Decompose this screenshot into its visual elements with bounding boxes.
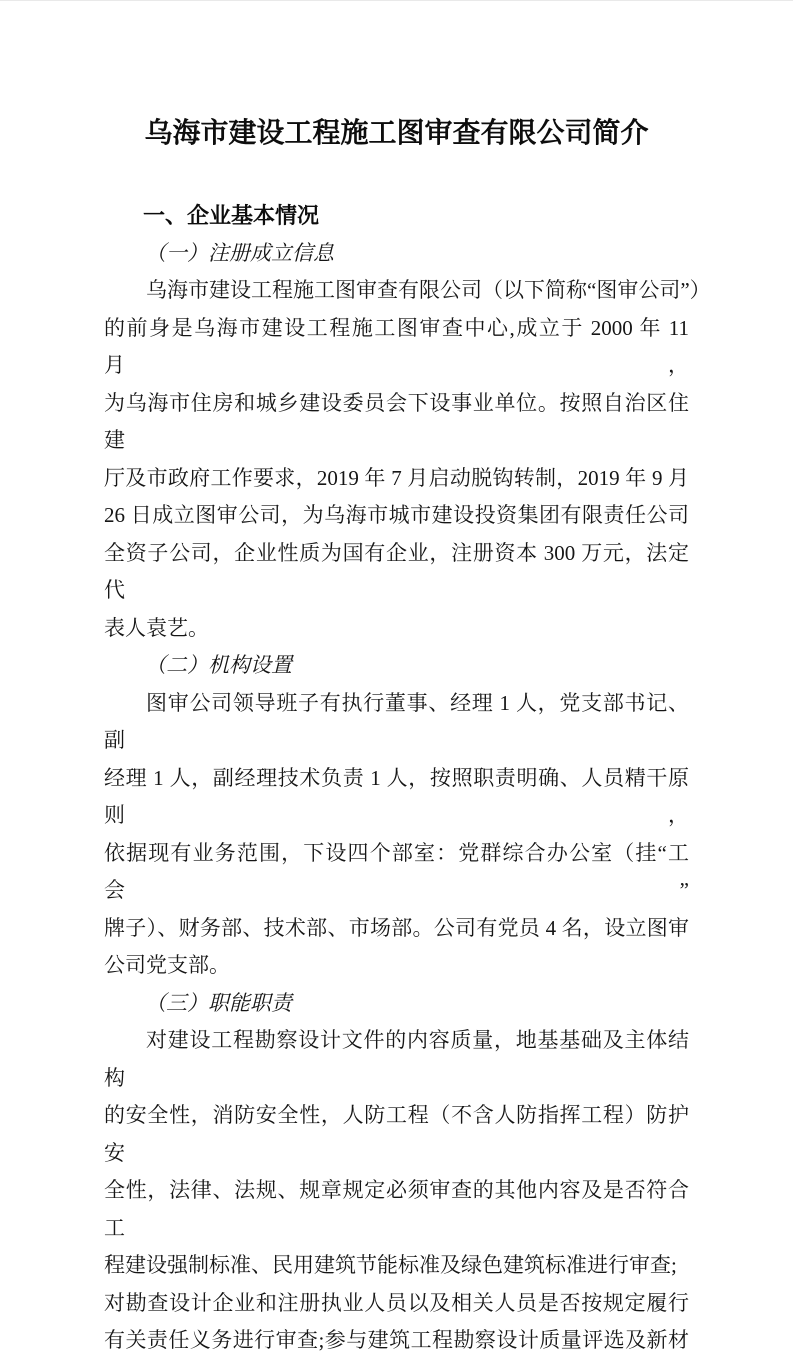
document-title: 乌海市建设工程施工图审查有限公司简介 — [144, 118, 649, 149]
paragraph-organization — [104, 685, 689, 985]
text-line: 牌子）、财务部、技术部、市场部。公司有党员 4 名，设立图审 — [104, 915, 689, 940]
paragraph-duties — [104, 1022, 689, 1360]
text-line: 的前身是乌海市建设工程施工图审查中心,成立于 2000 年 11 月， — [104, 315, 689, 377]
text-line: 的安全性，消防安全性，人防工程（不含人防指挥工程）防护安 — [104, 1103, 689, 1165]
paragraph-registration-info — [104, 272, 711, 647]
text-line: 程建设强制标准、民用建筑节能标准及绿色建筑标准进行审查; — [104, 1253, 677, 1277]
text-line: 乌海市建设工程施工图审查有限公司（以下简称“图审公司”） — [146, 278, 711, 302]
text-line: 全资子公司，企业性质为国有企业，注册资本 300 万元，法定代 — [104, 540, 689, 602]
text-line: 依据现有业务范围，下设四个部室：党群综合办公室（挂“工会” — [104, 840, 689, 902]
text-line: 26 日成立图审公司，为乌海市城市建设投资集团有限责任公司 — [104, 503, 689, 527]
text-line: 对建设工程勘察设计文件的内容质量，地基基础及主体结构 — [104, 1028, 689, 1090]
section-heading: 一、企业基本情况 — [143, 203, 320, 228]
text-line: 公司党支部。 — [104, 953, 230, 977]
text-line: 全性，法律、法规、规章规定必须审查的其他内容及是否符合工 — [104, 1178, 689, 1240]
text-line: 表人袁艺。 — [104, 615, 209, 640]
subsection-heading-3: （三）职能职责 — [145, 990, 292, 1015]
subsection-heading-2: （二）机构设置 — [145, 653, 292, 677]
text-line: 经理 1 人，副经理技术负责 1 人，按照职责明确、人员精干原则， — [104, 765, 689, 827]
text-line: 为乌海市住房和城乡建设委员会下设事业单位。按照自治区住建 — [104, 390, 689, 452]
subsection-heading-1: （一）注册成立信息 — [145, 240, 334, 265]
text-line: 厅及市政府工作要求，2019 年 7 月启动脱钩转制，2019 年 9 月 — [104, 465, 689, 490]
text-line: 图审公司领导班子有执行董事、经理 1 人，党支部书记、副 — [104, 690, 689, 752]
text-line: 对勘查设计企业和注册执业人员以及相关人员是否按规定履行 — [104, 1290, 689, 1315]
document-page — [0, 1, 793, 1352]
text-line: 有关责任义务进行审查;参与建筑工程勘察设计质量评选及新材 — [104, 1328, 689, 1352]
